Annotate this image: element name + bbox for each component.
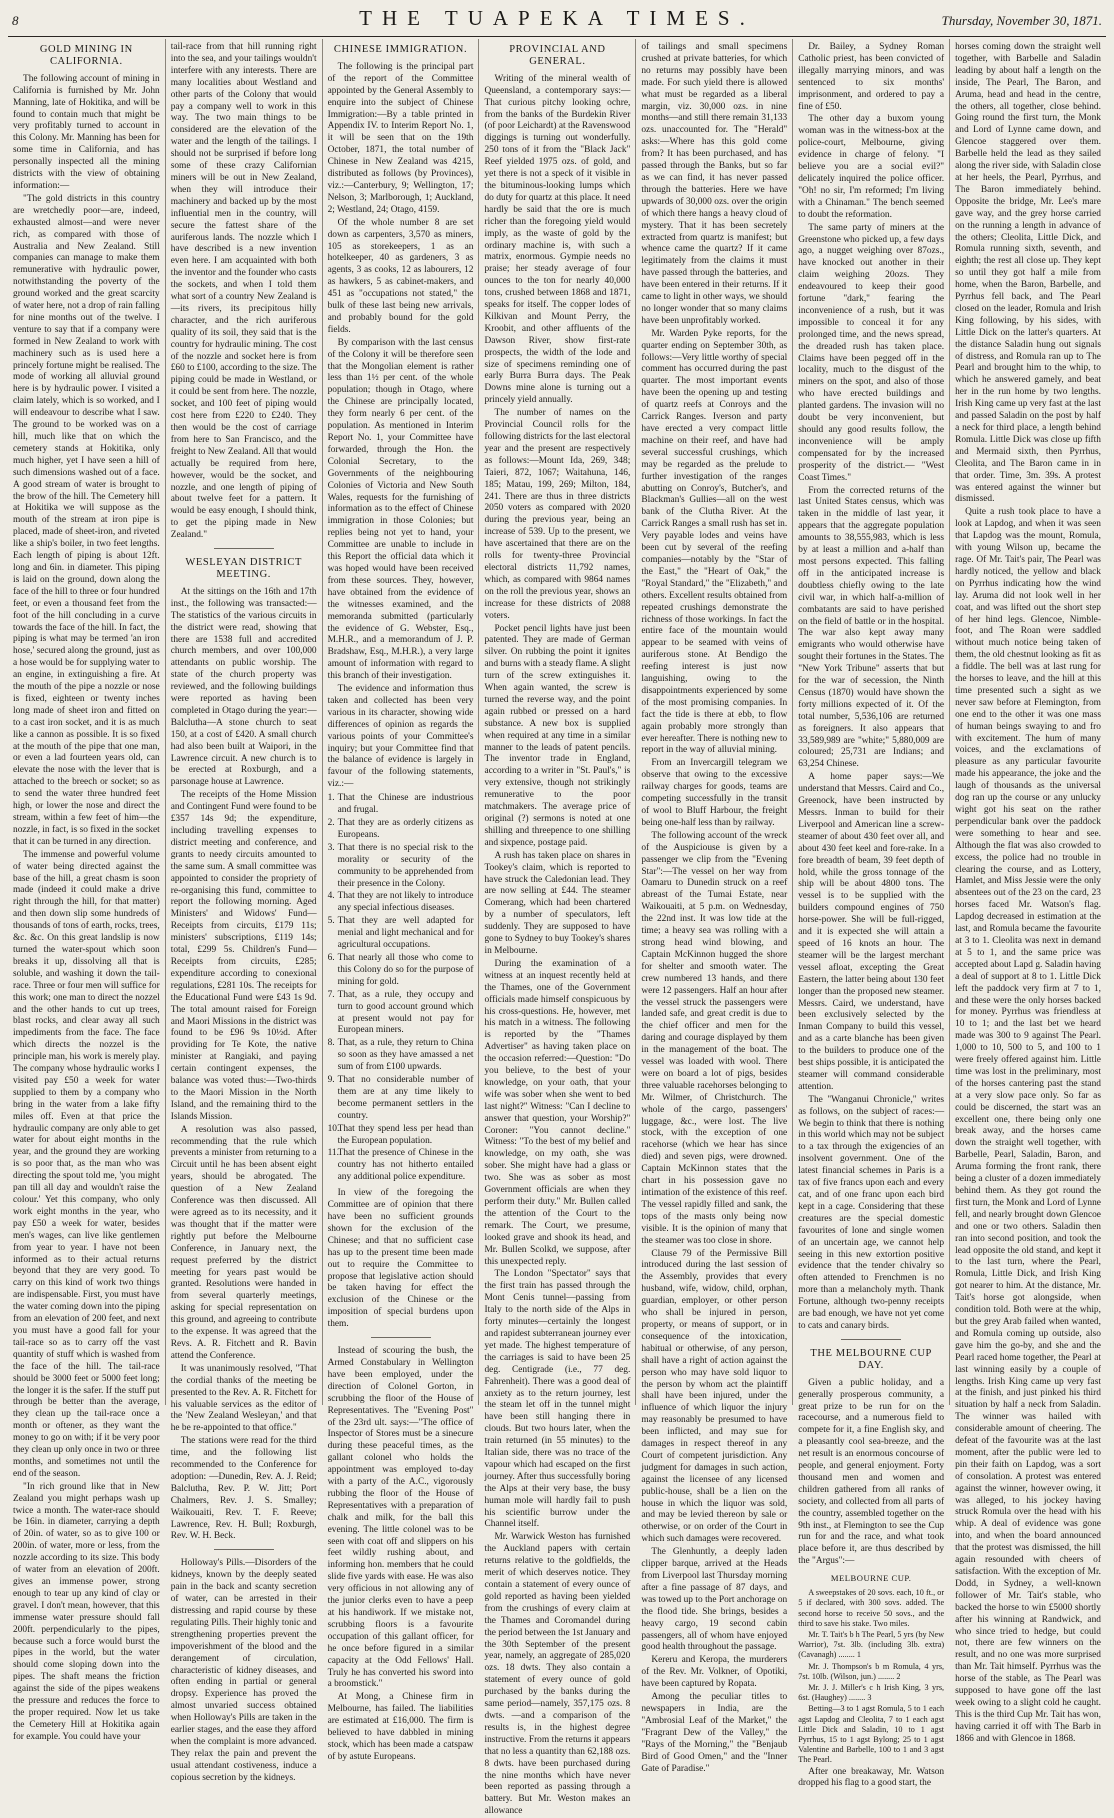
article-paragraph: Instead of scouring the bush, the Armed Constabulary in Wellington have been employed, under the direction of Colonel Gorton, in scrubbing the floor of the House of Representatives. The "Evening Post" of the 23rd ult. says:—"The office of Inspector of Stores must be a sinecure during these peaceful times, as the gallant colonel who holds the appointment was employed to-day with a party of the A.C., vigorously rubbing the floor of the House of Representatives with a preparation of chalk and milk, for the ball this evening. The little colonel was to be seen with coat off and slippers on his feet wildly rushing about, and informing hon. members that he could slide five yards with ease. He was also very officious in not allowing any of the junior clerks even to have a peep at his handiwork. If we mistake not, scrubbing floors is a favourite occupation of this gallant officer, for he once before figured in a similar capacity at the Odd Fellows' Hall. Truly he has converted his sword into a broomstick." (327, 1346, 474, 1690)
column-2 (165, 39, 322, 1783)
article-paragraph: Among the peculiar titles to newspapers in India, are the "Ambrosial Leaf of the Market," the "Fragrant Dew of the Valley," the "Rays of the Morning," the "Benjaub Bird of Good Omen," and the "Inner Gate of Paradise." (641, 1692, 788, 1774)
article-paragraph: Of the whole number 8 are set down as carpenters, 3,570 as miners, 105 as storekeepers, 1 as an hotelkeeper, 40 as gardeners, 3 as agents, 3 as cooks, 12 as labourers, 12 as hawkers, 5 as cabinet-makers, and 451 as "occupations not stated," the bulk of these last being new arrivals, and probably bound for the gold fields. (327, 217, 474, 335)
article-paragraph: Clause 79 of the Permissive Bill introduced during the last session of the Assembly, provides that every husband, wife, widow, child, orphan, guardian, employer, or other person who shall be injured in person, property, or means of support, or in consequence of the intoxication, habitual or otherwise, of any person, shall have a right of action against the person who may have sold liquor to the person by whom act the plaintiff shall have been injured, under the influence of which liquor the injury may reasonably be presumed to have been inflicted, and may sue for damages in respect thereof in any Court of competent jurisdiction. Any judgment for damages in such action, against the licensee of any licensed public-house, shall be a lien on the house in which the liquor was sold, and may be levied thereon by sale or otherwise, or on order of the Court in which such damages were recovered. (641, 1248, 788, 1545)
article-paragraph: The same party of miners at the Greenstone who picked up, a few days ago, a nugget weighing over 87ozs., have knocked out another in their claim weighing 20ozs. They endeavoured to keep their good fortune "dark," fearing the inconvenience of a rush, but it was impossible to conceal it for any prolonged time, and the news spread, the dreaded rush has taken place. Claims have been pegged off in the locality, much to the disgust of the miners on the spot, and also of those who have erected buildings and planted gardens. The invasion will no doubt be very inconvenient, but should any good results follow, the inconvenience will be amply compensated for by the increased prosperity of the district.— "West Coast Times." (798, 222, 945, 483)
article-paragraph: of tailings and small specimens crushed at private batteries, for which no returns may possibly have been made. For such yield there is allowed what must be regarded as a liberal margin, viz. 30,000 ozs. in nine months—and still there remain 31,133 ozs. unaccounted for. The "Herald" asks:—Where has this gold come from? It has been purchased, and has passed through the Banks, but so far as we can find, it has never passed through the batteries. Here we have upwards of 30,000 ozs. over the origin of which there hangs a heavy cloud of mystery. That it has been secretely extracted from quartz is manifest; but whence came the quartz? If it came legitimately from the claims it must have passed through the batteries, and have been entered in their returns. If it came to light in other ways, we should no longer wonder that so many claims have been unprofitably worked. (641, 42, 788, 326)
article-paragraph: The Glenhuntly, a deeply laden clipper barque, arrived at the Heads from Liverpool last Thursday morning after a fine passage of 87 days, and was towed up to the Port anchorage on the flood tide. She brings, besides a heavy cargo, 19 second cabin passengers, all of whom have enjoyed good health throughout the passage. (641, 1547, 788, 1653)
article-paragraph: After one breakaway, Mr. Watson dropped his flag to a good start, the (798, 1766, 945, 1789)
article-paragraph: "The gold districts in this country are wretchedly poor—are, indeed, exhausted almost—and were never rich, as compared with those of Australia and New Zealand. Still companies can manage to make them remunerative with hydraulic power, notwithstanding the poverty of the ground worked and the great scarcity of water here, not a drop of rain falling for nine months out of the twelve. I venture to say that if a company were formed in New Zealand to work with machinery such as is used here a princely fortune might be realised. The mode of working all alluvial ground here is by hydraulic power. I visited a claim lately, which is so worked, and I will endeavour to describe what I saw. The ground to be worked was on a hill, much like that on which the cemetery stands at Hokitika, only much higher, yet I have seen a hill of such dimensions washed out of a face. A good stream of water is brought to the brow of the hill. The Cemetery hill at Hokitika we will suppose as the mouth of the stream at iron pipe is placed, made of sheet-iron, and riveted like a ship's boiler, in two feet lengths. Each length of piping is about 12ft. long and 6in. in diameter. This piping is laid on the ground, down along the face of the hill to three or four hundred feet, or even a thousand feet from the foot of the hill concluding in a curve towards the face of the hill. In fact, the piping is what may be termed 'an iron hose,' secured along the ground, just as a hose would be for supplying water to an engine, in extinguishing a fire. At the mouth of the pipe a nozzle or nose is fixed, eighteen or twenty inches long made of sheet iron and fitted on to a cast iron socket, and it is as much like a cannon as possible. It is so fixed at the mouth of the pipe that one man, or even a lad fourteen years old, can elevate the nose with the lever that is attached to the breech or socket; so as to send the water three hundred feet high, or lower the nose and direct the stream, within a few feet of him—the nozzle, in fact, is so fixed in the socket that it can be turned in any direction. (13, 193, 160, 847)
columns (8, 39, 1106, 1817)
article-heading-chinese-immigration: CHINESE IMMIGRATION. (333, 44, 468, 55)
betting-line: Betting—3 to 1 agst Romula, 5 to 1 each agst Lapdog and Cleolita, 7 to 1 each agst Little Dick and Saladin, 10 to 1 agst Pyrrhus, 15 to 1 agst Bylong; 25 to 1 agst Valentine and Barbelle, 100 to 1 and 3 agst The Pearl. (798, 1704, 945, 1765)
article-paragraph: Writing of the mineral wealth of Queensland, a contemporary says:—That curious pitchy looking ochre, from the banks of the Burdekin River (of poor Leichardt) at the Ravenswood diggings is turning out wonderfully. 250 tons of it from the "Black Jack" Reef yielded 1975 ozs. of gold, and yet there is not a speck of it visible in the bituminous-looking lumps which do duty for quartz at this place. It need hardly be said that the ore is much richer than the foregoing yield would imply, as the waste of gold by the ordinary machine is, with such a matrix, enormous. Gympie needs no praise; her steady average of four ounces to the ton for nearly 40,000 tons, crushed between 1868 and 1871, speaks for itself. The copper lodes of Kilkivan and Mount Perry, the Kroobit, and other affluents of the Dawson River, show first-rate prospects, the width of the lode and size of specimens reminding one of early Burra Burra days. The Peak Downs mine alone is turning out a princely yield annually. (484, 73, 631, 406)
list-item: 10.That they spend less per head than the European population. (327, 1123, 474, 1146)
article-paragraph: At the sittings on the 16th and 17th inst., the following was transacted:— The statistics of the various circuits in the district were read, showing that there are 1538 full and accredited church members, and over 100,000 attendants on public worship. The state of the church property was reviewed, and the following buildings were reported as having been completed in Otago during the year:— Balclutha—A stone church to seat 150, at a cost of £420. A small church had also been built at Waipori, in the Lawrence circuit. A new church is to be erected at Roxburgh, and a parsonage house at Lawrence. (170, 586, 317, 788)
article-heading-wesleyan: WESLEYAN DISTRICT MEETING. (185, 557, 302, 580)
list-item: 3. That there is no special risk to the morality or security of the community to be apprehended from their presence in the Colony. (327, 842, 474, 889)
article-paragraph: "In rich ground like that in New Zealand you might perhaps wash up twice a month. The water-race should be 16in. in diameter, carrying a depth of 20in. of water, so as to give 100 or 200in. of water, more or less, from the nozzle according to its size. This body of water from an elevation of 200ft. gives an immense power, strong enough to tear up any kind of clay or gravel. I don't mean, however, that this immense water pressure should fall 200ft. perpendicularly to the pipes, because such a force would burst the pipes in the world, but the water should come sloping down into the pipes. The shaft means the friction against the side of the pipes weakens the pressure and reduces the force to the proper required. Now let us take the Cemetery Hill at Hokitika again for example. You could have your (13, 1481, 160, 1742)
race-terms: A sweepstakes of 20 sovs. each, 10 ft., or 5 if declared, with 300 sovs. added. The second horse to receive 50 sovs., and the third to save his stake. Two miles. (798, 1588, 945, 1628)
article-paragraph: The receipts of the Home Mission and Contingent Fund were found to be £357 14s 9d; the expenditure, including travelling expenses to district meeting and conference, and grants to needy circuits amounted to the same sum. A small committee was appointed to consider the propriety of re-organising this fund, committee to report the following morning. Aged Ministers' and Widows' Fund—Receipts from circuits, £179 11s; ministers' subscriptions, £119 14s; total, £299 5s. Children's Fund—Receipts from circuits, £285; expenditure according to conexional regulations, £281 10s. The receipts for the Educational Fund were £43 1s 9d. The total amount raised for Foreign and Maori Missions in the district was found to be £96 9s 10½d. After providing for Te Kote, the native minister at Rangiaki, and paying certain contingent expenses, the balance was voted thus:—Two-thirds to the Maori Mission in the North Island, and the remaining third to the Islands Mission. (170, 790, 317, 1122)
article-paragraph: The other day a buxom young woman was in the witness-box at the police-court, Melbourne, giving evidence in charge of felony. "I believe you are a social evil?" delicately inquired the police officer. "Oh! no sir, I'm reformed; I'm living with a Chinaman." The bench seemed to doubt the reformation. (798, 114, 945, 220)
race-heading: MELBOURNE CUP. (830, 1573, 912, 1584)
article-paragraph: Given a public holiday, and a generally prosperous community, a great prize to be run for on the racecourse, and a numerous field to compete for it, a fine English sky, and a pleasantly cool sea-breeze, and the net result is an enormous concourse of people, and general enjoyment. Forty thousand men and women and children gathered from all ranks of society, and collected from all parts of the country, assembled together on the 9th inst., at Flemington to see the Cup run for and the race, and what took place before it, are thus described by the "Argus":— (798, 1377, 945, 1567)
article-paragraph: The following account of mining in California is furnished by Mr. John Manning, late of Hokitika, and will be found to contain much that might be very profitably turned to account in this Colony. Mr. Manning has been for some time in California, and has personally inspected all the mining districts with the view of obtaining information:— (13, 73, 160, 191)
article-paragraph: Dr. Bailey, a Sydney Roman Catholic priest, has been convicted of illegally marrying minors, and was sentenced to six months' imprisonment, and ordered to pay a fine of £50. (798, 42, 945, 112)
column-7 (949, 39, 1106, 1744)
list-item: 1. That the Chinese are industrious and frugal. (327, 793, 474, 816)
article-paragraph: From the corrected returns of the last United States census, which was taken in the middle of last year, it appears that the aggregate population amounts to 38,555,983, which is less by at least a million and a-half than most persons expected. This falling off in the anticipated increase is doubtless chiefly owing to the late civil war, in which half-a-million of combatants are said to have perished on the field of battle or in the hospital. The war also kept away many emigrants who would otherwise have sought their fortunes in the States. The "New York Tribune" asserts that but for the war of secession, the Ninth Census (1870) would have shown the forty millions expected of it. Of the total number, 5,536,106 are returned as foreigners. It also appears that 33,589,989 are "white;" 5,880,009 are coloured; 25,731 are Indians; and 63,254 Chinese. (798, 485, 945, 770)
article-paragraph: At Mong, a Chinese firm in Melbourne, has failed. The liabilities are estimated at £16,000. The firm is believed to have dabbled in mining stock, which has been made a catspaw of by astute Europeans. (327, 1692, 474, 1762)
article-paragraph: During the examination of a witness at an inquest recently held at the Thames, one of the Government officials made himself conspicuous by his cross-questions. He, however, met his match in a witness. The following is reported by the "Thames Advertiser" as having taken place on the occasion referred:—Question: "Do you believe, to the best of your knowledge, on your oath, that your wife was sober when she went to bed last night?" Witness: "Can I decline to answer that question, your Worship?" Coroner: "You cannot decline." Witness: "To the best of my belief and knowledge, on my oath, she was sober. She might have had a glass or two. She was as sober as most Government officials are when they perform their duty." Mr. Bullen called the attention of the Court to the remark. The Court, we presume, looked grave and shook its head, and Mr. Bullen Scolkd, we suppose, after this unexpected reply. (484, 958, 631, 1267)
article-paragraph: A rush has taken place on shares in Tookey's claim, which is reported to have struck the Caledonian lead. They are now selling at £44. The steamer Comerang, which had been chartered by a number of speculators, left suddenly. They are supposed to have gone to Sydney to buy Tookey's shares in Melbourne. (484, 850, 631, 956)
article-paragraph: Pocket pencil lights have just been patented. They are made of German silver. On rubbing the point it ignites and burns with a steady flame. A slight turn of the screw extinguishes it. When again wanted, the screw is turned the reverse way, and the point again rubbed or pressed on a hard substance. A new box is supplied when required at any time in a similar manner to the leads of patent pencils. The inventor trade in England, according to a writer in "St. Paul's," is very extensive, though not strikingly remunerative to the poor matchmakers. The average price of original (?) sermons is noted at one shilling and threepence to one shilling and sixpence, postage paid. (484, 623, 631, 848)
list-item: 5. That they are well adapted for menial and light mechanical and for agricultural occupations. (327, 916, 474, 951)
race-result-line: Mr. T. Tait's b h The Pearl, 5 yrs (by New Warrior), 7st. 3lb. (including 3lb. extra) (Cavanagh) ........ 1 (798, 1629, 945, 1660)
article-paragraph: By comparison with the last census of the Colony it will be therefore seen that the Mongolian element is rather less than 1½ per cent. of the whole population; though in Otago, where the Chinese are principally located, they form nearly 6 per cent. of the population. As mentioned in Interim Report No. 1, your Committee have forwarded, through the Hon. the Colonial Secretary, to the Governments of the neighbouring Colonies of Victoria and New South Wales, requests for the furnishing of information as to the effect of Chinese immigration in those Colonies; but replies being not yet to hand, your Committee are unable to include in this Report the official data which it was hoped would have been received from these sources. They, however, have obtained from the evidence of the witnesses examined, and the memoranda submitted (particularly the evidence of G. Webster, Esq., M.H.R., and a memorandum of J. P. Bradshaw, Esq., M.H.R.), a very large amount of information with regard to this branch of their investigation. (327, 337, 474, 682)
divider (841, 1339, 901, 1340)
article-paragraph: Mr. Warwick Weston has furnished the Auckland papers with certain returns relative to the goldfields, the merit of which deserves notice. They contain a statement of every ounce of gold reported as having been yielded from the crushings of every claim at the Thames and Coromandel during the period between the 1st January and the 30th September of the present year, namely, an aggregate of 285,020 ozs. 18 dwts. They also contain a statement of every ounce of gold purchased by the banks during the same period—namely, 357,175 ozs. 8 dwts. —and a comparison of the results is, in the highest degree instructive. From the returns it appears that no less a quantity than 62,188 ozs. 8 dwts. have been purchased during the nine months which have never been reported as passing through a battery. But Mr. Weston makes an allowance (484, 1532, 631, 1817)
column-5 (635, 39, 792, 1774)
article-paragraph: A home paper says:—We understand that Messrs. Caird and Co., Greenock, have been instructed by Messrs. Inman to build for their Liverpool and American line a screw-steamer of about 430 feet over all, and about 430 feet keel and fore-rake. In a fore breadth of beam, 39 feet depth of hold, while the gross tonnage of the ship will be about 4800 tons. The vessel is to be supplied with the builders compound engines of 750 horse-power. She will be full-rigged, and it is expected she will attain a speed of 16 knots an hour. The steamer will be the largest merchant vessel afloat, excepting the Great Eastern, the latter being about 130 feet longer than the proposed new steamer. Messrs. Caird, we understand, have been exclusively selected by the Inman Company to build this vessel, and as a carte blanche has been given to the builders to produce one of the best ships possible, it is anticipated the steamer will command considerable attention. (798, 772, 945, 1092)
list-item: 2. That they are as orderly citizens as Europeans. (327, 818, 474, 840)
column-6 (792, 39, 949, 1789)
divider (214, 1549, 274, 1550)
article-paragraph: The number of names on the Provincial Council rolls for the following districts for the last electoral year and the present are respectively as follows:—Mount Ida, 269, 348; Taieri, 872, 1067; Waitahuna, 146, 185; Matau, 199, 269; Milton, 184, 241. There are thus in three districts 2050 voters as compared with 2020 during the previous year, being an increase of 539. Up to the present, we have ascertained that there are on the rolls for twenty-three Provincial electoral districts 11,792 names, which, as compared with 9864 names on the roll the previous year, shows an increase for these districts of 2088 voters. (484, 408, 631, 621)
article-paragraph: It was unanimously resolved, "That the cordial thanks of the meeting be presented to the Rev. A. R. Fitchett for his valuable services as the editor of the 'New Zealand Wesleyan,' and that he be re-appointed to that office." (170, 1363, 317, 1434)
race-result-line: Mr. J. J. Miller's c h Irish King, 3 yrs, 6st. (Haughey) ........ 3 (798, 1682, 945, 1703)
divider (371, 1337, 431, 1338)
list-item: 9. That no considerable number of them are at any time likely to become permanent settlers in the country. (327, 1075, 474, 1121)
article-heading-provincial: PROVINCIAL AND GENERAL. (509, 44, 606, 67)
issue-date: Thursday, November 30, 1871. (941, 13, 1102, 28)
article-paragraph: The "Wanganui Chronicle," writes as follows, on the subject of races:—We begin to think that there is nothing in this world which may not be subject to a tax through the exigencies of an insolvent government. One of the latest financial schemes in Paris is a tax of five francs upon each and every cat, and of one franc upon each bird kept in a cage. Considering that these creatures are the special domestic favourites of lone and single women of an uncertain age, we cannot help seeing in this new extortion positive evidence that the tender chivalry so often attended to Frenchmen is no more than a melancholy myth. Thank Fortune, although two-penny receipts are bad enough, we have not yet come to cats and canary birds. (798, 1094, 945, 1331)
list-item: 4. That they are not likely to introduce any special infectious diseases. (327, 891, 474, 914)
article-paragraph: tail-race from that hill running right into the sea, and your tailings wouldn't interfere with any interests. There are many localities about Westland and other parts of the Colony that would pay a company well to work in this way. The two main things to be considered are the elevation of the water and the length of the tailings. I should not be surprised if before long some of these crazy Californian miners will be out in New Zealand, when they will introduce their machinery and backed up by the most influential men in the country, will secure the fattest share of the auriferous lands. The nozzle which I have described is a new invention even here. I am acquainted with both the inventor and the founder who casts the sockets, and when I told them what sort of a country New Zealand is—its rivers, its precipitous hilly character, and the rich auriferous quality of its soil, they said that is the country for hydraulic mining. The cost of the nozzle and socket here is from £60 to £100, according to the size. The piping could be made in Westland, or it could be sent from here. The nozzle, socket, and 100 feet of piping would cost here from £220 to £240. They then would be the cost of carriage from here to San Francisco, and the freight to New Zealand. All that would actually be required from here, however, would be the socket, and nozzle, and one length of piping of about twelve feet for a pattern. It would be easy enough, I should think, to get the piping made in New Zealand." (170, 42, 317, 541)
list-item: 11.That the presence of Chinese in the country has not hitherto entailed any additional police expenditure. (327, 1148, 474, 1183)
article-paragraph: The stations were read for the third time, and the following list recommended to the Conference for adoption: —Dunedin, Rev. A. J. Reid; Balclutha, Rev. P. W. Jitt; Port Chalmers, Rev. J. S. Smalley; Waikouaiti, Rev. T. F. Reeve; Lawrence, Rev. H. Bull; Roxburgh, Rev. W. H. Beck. (170, 1436, 317, 1542)
masthead (8, 6, 1106, 37)
column-1 (8, 39, 165, 1742)
findings-list (328, 793, 474, 1184)
article-paragraph: horses coming down the straight well together, with Barbelle and Saladin leading by about half a length on the inside, The Pearl, The Baron, and Aruma, head and head in the centre, the others, all together, close behind. Going round the first turn, the Monk and Lord of Lynne came down, and Glencoe staggered over them. Barbelle held the lead as they sailed along the river side, with Saladin close at her heels, the Pearl, Pyrrhus, and The Baron immediately behind. Opposite the bridge, Mr. Lee's mare gave way, and the grey horse carried on the running a length in advance of the others; Cleolita, Little Dick, and Romula running sixth, seventh, and eighth; the rest all close up. They kept so until they got half a mile from home, when the Baron, Barbelle, and Pyrrhus fell back, and The Pearl closed on the leader, Romula and Irish King following, by his sides, with Little Dick on the latter's quarters. At the distance Saladin hung out signals of distress, and Romula ran up to The Pearl and brought him to the whip, to which he answered gamely, and beat her in the run home by two lengths. Irish King came up very fast at the last and passed Saladin on the post by half a neck for third place, a length behind Romula. Little Dick was close up fifth and Mermaid sixth, then Pyrrhus, Cleolita, and The Baron came in in that order. Time, 3m. 39s. A protest was entered against the winner but dismissed. (955, 42, 1101, 505)
column-3 (322, 39, 479, 1762)
article-paragraph: Kereru and Keropa, the murderers of the Rev. Mr. Volkner, of Opotiki, have been captured by Ropata. (641, 1655, 788, 1690)
article-paragraph: A resolution was also passed, recommending that the rule which prevents a minister from returning to a Circuit until he has been absent eight years, should be abrogated. The question of a New Zealand Conference was then discussed. All were agreed as to its necessity, and it was thought that if the matter were rightly put before the Melbourne Conference, in January next, the request preferred by the district meeting for years past would be granted. Resolutions were handed in from several quarterly meetings, asking for special representation on this ground, and agreeing to contribute to the expense. It was agreed that the Revs. A. R. Fitchett and R. Bavin attend the Conference. (170, 1124, 317, 1361)
article-paragraph: The following is the principal part of the report of the Committee appointed by the General Assembly to enquire into the subject of Chinese Immigration:—By a table printed in Appendix IV. to Interim Report No. 1, it will be seen that on the 19th October, 1871, the total number of Chinese in New Zealand was 4215, distributed as follows (by Provinces), viz.:—Canterbury, 9; Wellington, 17; Nelson, 3; Marlborough, 1; Auckland, 2; Westland, 24; Otago, 4159. (327, 61, 474, 215)
divider (214, 548, 274, 549)
article-paragraph: From an Invercargill telegram we observe that owing to the excessive railway charges for goods, teams are competing successfully in the transit of wool to Bluff Harbour, the freight being one-half less than by railway. (641, 758, 788, 828)
article-paragraph: Quite a rush took place to have a look at Lapdog, and when it was seen that Lapdog was the mount, Romula, with young Wilson up, became the rage. Of Mr. Tait's pair, The Pearl was hardly noticed, the yellow and black on Pyrrhus indicating how the wind lay. Aruma did not look well in her coat, and was lifted out the short step of her hind legs. Glencoe, Nimble-foot, and The Roan were saddled without much notice being taken of them, the old chestnut looking as fit as a fiddle. The bell was at last rung for the horses to leave, and the hill at this time presented such a sight as we never saw before at Flemington, from one end to the other it was one mass of human beings swaying to and fro with excitement. The hum of many voices, and the exclamations of pleasure as any particular favourite made his appearance, the joke and the laugh of thousands as the universal dog ran up the course or any unlucky wight got his seat on the rather perpendicular bank over the paddock were something to hear and see. Although the flat was also crowded to excess, the police had no trouble in clearing the course, and as Lottery, Hamlet, and Miss Jessie were the only absentees out of the 23 on the card, 23 horses faced Mr. Watson's flag. Lapdog decreased in estimation at the last, and Romula became the favourite at 3 to 1. Cleolita was next in demand at 5 to 1, and the same price was accepted about Lapd g. Saladin having a deal of support at 8 to 1. Little Dick left the paddock very firm at 7 to 1, and these were the only horses backed for money. Pyrrhus was friendless at 10 to 1; and the last bet we heard made was 300 to 9 against The Pearl. 1,000 to 10, 500 to 5, and 100 to 1 were freely offered against him. Little time was lost in the preliminary, most of the horses cantering past the stand at a very slow pace only. So far as could be discerned, the start was an excellent one, there being only one break away, and the horses came down the straight well together, with Barbelle, Pearl, Saladin, Baron, and Aruma forming the front rank, there being a cluster of a dozen immediately behind them. As they got round the first turn, the Monk and Lord of Lynne fell, and nearly brought down Glencoe and one or two others. Saladin then ran into second position, and took the lead opposite the old stand, and kept it to the last turn, where the Pearl, Romula, Little Dick, and Irish King got nearer to him. At the distance, Mr. Tait's horse got alongside, when condition told. Both were at the whip, but the grey Arab failed when wanted, and Romula coming up outside, also gave him the go-by, and she and the Pearl raced home together, the Pearl at last winning easily by a couple of lengths. Irish King came up very fast at the finish, and just pinked his third situation by half a neck from Saladin. The winner was hailed with considerable amount of cheering. The defeat of the favourite was at the last moment, after the public were led to pin their faith on Lapdog, was a sort of consolation. A protest was entered against the winner, however owing, it was alleged, to his jockey having struck Romula over the head with his whip. A deal of evidence was gone into, and when the board announced that the protest was dismissed, the hill again resounded with cheers of satisfaction. With the exception of Mr. Dodd, in Sydney, a well-known follower of Mr. Tait's stable, who backed the horse to win £5000 shortly after his winning at Randwick, and who since tried to hedge, but could not, there are few winners on the result, and no one was more surprised than Mr. Tait himself. Pyrrhus was the horse of the stable, as The Pearl was supposed to have gone off the last week owing to a slight cold he caught. This is the third Cup Mr. Tait has won, having carried it off with The Barb in 1866 and with Glencoe in 1868. (955, 507, 1101, 1744)
column-4 (478, 39, 635, 1817)
list-item: 6. That nearly all those who come to this Colony do so for the purpose of mining for gold. (327, 952, 474, 987)
article-paragraph: The immense and powerful volume of water being directed against the base of the hill, a great chasm is soon made (indeed it could make a drive right through the hill, for that matter) and then down slip some hundreds of thousands of tons of earth, rocks, trees, &c. &c. On this great landslip is now turned the water-spout which soon breaks it up, dissolving all that is soluble, and washing it down the tail-race. Three or four men will suffice for this work; one man to direct the nozzel and the other hands to cut up trees, blast rocks, and clear away all such impediments from the face. The face which directs the nozzel is the principle man, his work is merely play. The company whose hydraulic works I visited pay £50 a week for water supplied to them by a company who bring in the water from a lake fifty miles off. Even at that price the hydraulic company are only able to get water for about eight months in the year, and the ground they are working is so poor that, as the man who was directing the spout told me, 'you might pan till all day and wouldn't raise the colour.' Yet this company, who only work eight months in the year, who pay £50 a week for water, besides men's wages, can live like gentlemen from year to year. I have not been informed as to their actual returns beyond that they are very good. To carry on this kind of work two things are indispensable. First, you must have the water coming down into the piping from an elevation of 200 feet, and next you must have a good fall for your tail-race so as to carry off the vast quantity of stuff which is washed from the face of the hill. The tail-race should be 3000 feet or 5000 feet long; the longer it is the safer. If the stuff put through be better than the average, they clean up the tail-race once a month or oftener, as they want the money to go on with; if it be very poor they clean up only once in two or three months, and sometimes not until the end of the season. (13, 849, 160, 1479)
advertisement-holloway: Holloway's Pills.—Disorders of the kidneys, known by the deeply seated pain in the back and scanty secretion of water, can be arrested in their distressing and rapid course by these regulating Pills. Their highly tonic and strengthening properties prevent the impoverishment of the blood and the derangement of circulation, characteristic of kidney diseases, and often ending in partial or general dropsy. Experience has proved the almost unvaried success obtained when Holloway's Pills are taken in the earlier stages, and the ease they afford when the complaint is more advanced. They relax the pain and prevent the usual attendant costiveness, induce a copious secretion by the kidneys. (170, 1558, 317, 1783)
article-paragraph: The evidence and information thus taken and collected has been very various in its character, showing wide differences of opinion as regards the various points of your Committee's inquiry; but your Committee find that the balance of evidence is largely in favour of the following statements, viz.:— (327, 684, 474, 790)
article-heading-gold-mining: GOLD MINING IN CALIFORNIA. (39, 44, 133, 67)
article-paragraph: In view of the foregoing the Committee are of opinion that there have been no sufficient grounds shown for the exclusion of the Chinese; and that no sufficient case has up to the present time been made out to require the Committee to propose that legislative action should be taken having for effect the exclusion of the Chinese or the imposition of special burdens upon them. (327, 1188, 474, 1330)
list-item: 8. That, as a rule, they return to China so soon as they have amassed a net sum of from £100 upwards. (327, 1038, 474, 1073)
article-paragraph: The London "Spectator" says that the first train has passed through the Mont Cenis tunnel—passing from Italy to the north side of the Alps in forty minutes—certainly the longest and rapidest subterranean journey ever yet made. The highest temperature of the carriages is said to have been 25 deg. Centigrade (i.e., 77 deg. Fahrenheit). There was a good deal of anxiety as to the return journey, lest the steam let off in the tunnel might have been still hanging there in clouds. But two hours later, when the train returned (in 55 minutes) to the Italian side, there was no trace of the vapour which had escaped on the first journey. After thus successfully boring the Alps at their very base, the busy human mole will hardly fail to push his scientific burrow under the Channel itself. (484, 1269, 631, 1530)
article-paragraph: Mr. Warden Pyke reports, for the quarter ending on September 30th, as follows:—Very little worthy of special comment has occurred during the past quarter. The most important events have been the opening up and testing of quartz reefs at Conroys and the Carrick Ranges. Iverson and party have erected a very compact little machine on their reef, and have had several successful crushings, which may be regarded as the prelude to further investigation of the ranges abutting on Conroy's, Butcher's, and Blackman's Gullies—all on the west bank of the Clutha River. At the Carrick Ranges a small rush has set in. Very payable lodes and veins have been cut by several of the reefing companies—notably by the "Star of the East," the "Heart of Oak," the "Royal Standard," the "Elizabeth," and others. Excellent results obtained from repeated crushings demonstrate the richness of those workings. In fact the entire face of the mountain would appear to be seamed with veins of auriferous stone. At Bendigo the reefing interest is just now languishing, owing to the disappointments experienced by some of the most promising companies. In fact the tide is there at ebb, to flow again probably more strongly than ever hereafter. There is nothing new to report in the way of alluvial mining. (641, 328, 788, 756)
race-result-line: Mr. J. Thompson's b m Romula, 4 yrs, 7st. 10lb. (Wilson, jun.) ........ 2 (798, 1661, 945, 1681)
page-number: 8 (12, 13, 19, 28)
newspaper-title: THE TUAPEKA TIMES. (359, 6, 755, 30)
list-item: 7. That, as a rule, they occupy and turn to good account ground which at present would not pay for European miners. (327, 989, 474, 1036)
article-paragraph: The following account of the wreck of the Auspiciouse is given by a passenger we clip from the "Evening Star":—The vessel on her way from Oamaru to Dunedin struck on a reef abreast of the Tumai Estate, near Waikouaiti, at 5 p.m. on Wednesday, the 22nd inst. It was low tide at the time; a heavy sea was rolling with a strong head wind blowing, and Captain McKinnon hugged the shore for shelter and smooth water. The crew numbered 13 hands, and there were 12 passengers. Half an hour after the vessel struck the passengers were landed safe, and great credit is due to the chief officer and men for the daring and courage displayed by them in the management of the boat. The vessel was loaded with wool. There were on board a lot of pigs, besides three valuable racehorses belonging to Mr. Wilmer, of Christchurch. The whole of the cargo, passengers' luggage, &c., were lost. The live stock, with the exception of one racehorse (which we hear has since died) and seven pigs, were drowned. Captain McKinnon states that the chart in his possession gave no intimation of the existence of this reef. The vessel rapidly filled and sank, the tops of the masts only being now visible. It is the opinion of many that the steamer was too close in shore. (641, 830, 788, 1246)
article-heading-melbourne-cup: THE MELBOURNE CUP DAY. (810, 1347, 932, 1371)
